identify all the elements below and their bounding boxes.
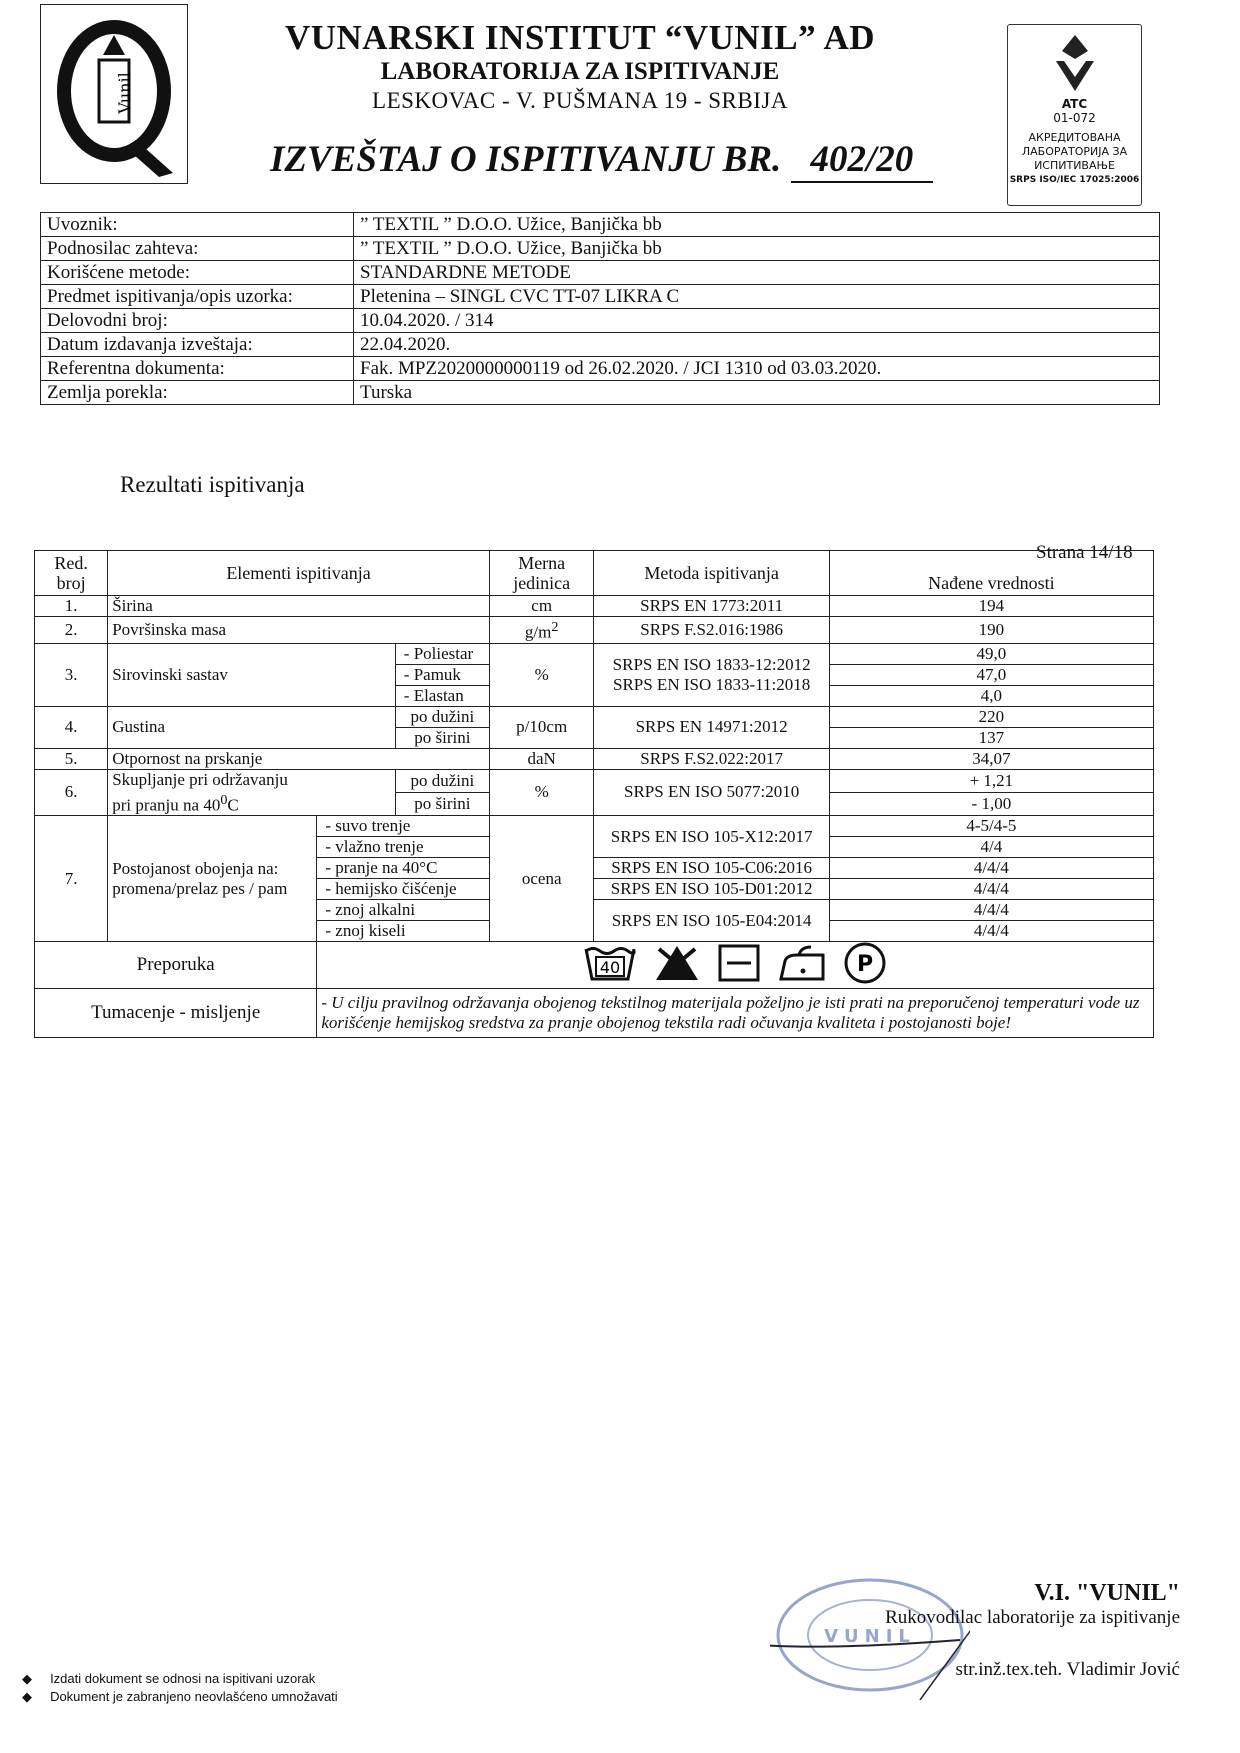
institute-name: VUNARSKI INSTITUT “VUNIL” AD (284, 18, 875, 57)
element-text: C (227, 795, 239, 815)
row-value: 34,07 (829, 748, 1153, 769)
info-row (41, 333, 1160, 357)
row-element: Otpornost na prskanje (108, 748, 490, 769)
row-method: SRPS F.S2.022:2017 (594, 748, 829, 769)
row-element: Sirovinski sastav (108, 643, 396, 706)
row-sub: po širini (395, 727, 489, 748)
row-no: 3. (35, 643, 108, 706)
atc-text: АКРЕДИТОВАНА ЛАБОРАТОРИЈА ЗА ИСПИТИВАЊЕ (1021, 131, 1128, 172)
unit-sup: 2 (551, 619, 559, 635)
report-info-table (40, 212, 1160, 405)
table-row (35, 769, 1154, 792)
row-no: 1. (35, 596, 108, 617)
laboratory-name: LABORATORIJA ZA ISPITIVANJE (380, 58, 780, 85)
row-no: 7. (35, 816, 108, 942)
info-value: Fak. MPZ2020000000119 od 26.02.2020. / JCI 1310 od 03.03.2020. (354, 357, 1160, 381)
row-value: + 1,21 (829, 769, 1153, 792)
accreditation-logo-icon (1050, 33, 1100, 95)
info-value: Turska (354, 381, 1160, 405)
signature-role: Rukovodilac laboratorije za ispitivanje (885, 1607, 1180, 1628)
info-label: Predmet ispitivanja/opis uzorka: (41, 285, 354, 309)
no-bleach-icon (653, 943, 701, 988)
row-value: 4/4/4 (829, 900, 1153, 921)
row-no: 2. (35, 617, 108, 644)
header-no: Red. broj (35, 551, 108, 596)
wash-temp: 40 (599, 957, 621, 977)
footer-notes (22, 1670, 338, 1706)
info-label: Datum izdavanja izveštaja: (41, 333, 354, 357)
row-unit: cm (489, 596, 594, 617)
interpretation-text: - U cilju pravilnog održavanja obojenog tekstilnog materijala poželjno je isti prati na preporučenoj temperaturi vode uz korišćenje hemijskog sredstva za pranje obojenog tekstila radi očuvanja kvaliteta i postojanosti boje! (317, 989, 1154, 1038)
method-line: SRPS EN ISO 1833-12:2012 (612, 654, 811, 674)
row-value: 220 (829, 706, 1153, 727)
row-sub: - vlažno trenje (317, 837, 490, 858)
signature-name: str.inž.tex.teh. Vladimir Jović (955, 1659, 1180, 1680)
iron-low-icon (777, 943, 827, 988)
atc-number: 01-072 (1053, 111, 1096, 125)
info-label: Uvoznik: (41, 213, 354, 237)
atc-standard: SRPS ISO/IEC 17025:2006 (1009, 175, 1140, 185)
row-method: SRPS EN 1773:2011 (594, 596, 829, 617)
accreditation-badge (1007, 24, 1142, 206)
row-value: 49,0 (829, 643, 1153, 664)
info-row (41, 309, 1160, 333)
footer-note-text: Dokument je zabranjeno neovlašćeno umnožavati (50, 1689, 338, 1704)
results-table (34, 550, 1154, 1038)
institute-logo (40, 4, 188, 184)
row-unit: % (489, 643, 594, 706)
row-method: SRPS F.S2.016:1986 (594, 617, 829, 644)
header-value: Nađene vrednosti (829, 551, 1153, 596)
table-row (35, 596, 1154, 617)
interpretation-row (35, 989, 1154, 1038)
info-value: Pletenina – SINGL CVC TT-07 LIKRA C (354, 285, 1160, 309)
row-method: SRPS EN ISO 105-X12:2017 (594, 816, 829, 858)
atc-code: ATC (1061, 97, 1088, 111)
row-value: 194 (829, 596, 1153, 617)
table-row (35, 617, 1154, 644)
row-no: 4. (35, 706, 108, 748)
svg-text:VUNIL: VUNIL (824, 1626, 916, 1647)
dry-clean-p-icon (843, 941, 887, 990)
header-unit: Merna jedinica (489, 551, 594, 596)
row-sub: - pranje na 40°C (317, 858, 490, 879)
info-value: ” TEXTIL ” D.O.O. Užice, Banjička bb (354, 213, 1160, 237)
row-unit: p/10cm (489, 706, 594, 748)
table-row (35, 748, 1154, 769)
wash-40-icon (583, 943, 637, 988)
row-value: 4,0 (829, 685, 1153, 706)
row-element (108, 769, 396, 816)
row-element: Gustina (108, 706, 396, 748)
footer-note: ◆ Dokument je zabranjeno neovlašćeno umnožavati (22, 1689, 338, 1704)
row-sub: - Elastan (395, 685, 489, 706)
row-method: SRPS EN ISO 105-D01:2012 (594, 879, 829, 900)
info-row (41, 285, 1160, 309)
method-line: SRPS EN ISO 1833-11:2018 (612, 674, 811, 694)
row-sub: - znoj alkalni (317, 900, 490, 921)
row-method: SRPS EN ISO 5077:2010 (594, 769, 829, 816)
info-row (41, 261, 1160, 285)
table-row (35, 706, 1154, 727)
results-title: Rezultati ispitivanja (120, 472, 305, 497)
info-value: 10.04.2020. / 314 (354, 309, 1160, 333)
row-method: SRPS EN ISO 105-C06:2016 (594, 858, 829, 879)
interpretation-label: Tumacenje - misljenje (35, 989, 317, 1038)
report-title-text: IZVEŠTAJ O ISPITIVANJU BR. (270, 139, 782, 180)
table-row (35, 643, 1154, 664)
results-header-row (35, 551, 1154, 596)
row-value: - 1,00 (829, 792, 1153, 815)
row-unit (489, 617, 594, 644)
row-sub: po širini (395, 792, 489, 815)
table-row (35, 816, 1154, 837)
signature-block (870, 1580, 1180, 1681)
row-sub: - znoj kiseli (317, 921, 490, 942)
row-sub: - Pamuk (395, 664, 489, 685)
info-row (41, 381, 1160, 405)
row-value: 137 (829, 727, 1153, 748)
row-method (594, 643, 829, 706)
row-element: Postojanost obojenja na: promena/prelaz pes / pam (108, 816, 317, 942)
info-value: 22.04.2020. (354, 333, 1160, 357)
footer-note: ◆ Izdati dokument se odnosi na ispitivani uzorak (22, 1671, 316, 1686)
row-value: 4/4 (829, 837, 1153, 858)
info-label: Referentna dokumenta: (41, 357, 354, 381)
line-dry-icon (717, 943, 761, 988)
report-title (270, 138, 933, 183)
footer-note-text: Izdati dokument se odnosi na ispitivani uzorak (50, 1671, 316, 1686)
info-row (41, 237, 1160, 261)
unit-text: g/m (524, 622, 552, 642)
dry-clean-letter: P (857, 951, 874, 977)
row-method: SRPS EN 14971:2012 (594, 706, 829, 748)
info-label: Korišćene metode: (41, 261, 354, 285)
row-unit: % (489, 769, 594, 816)
row-method: SRPS EN ISO 105-E04:2014 (594, 900, 829, 942)
degree-sup: 0 (220, 791, 228, 808)
row-sub: - hemijsko čišćenje (317, 879, 490, 900)
info-row (41, 213, 1160, 237)
row-element: Širina (108, 596, 490, 617)
row-sub: po dužini (395, 769, 489, 792)
row-unit: ocena (489, 816, 594, 942)
recommendation-label: Preporuka (35, 942, 317, 989)
info-label: Podnosilac zahteva: (41, 237, 354, 261)
info-value: STANDARDNE METODE (354, 261, 1160, 285)
row-value: 47,0 (829, 664, 1153, 685)
info-value: ” TEXTIL ” D.O.O. Užice, Banjička bb (354, 237, 1160, 261)
info-label: Zemlja porekla: (41, 381, 354, 405)
row-value: 4-5/4-5 (829, 816, 1153, 837)
care-symbols (317, 942, 1154, 989)
info-row (41, 357, 1160, 381)
address: LESKOVAC - V. PUŠMANA 19 - SRBIJA (372, 88, 788, 113)
row-unit: daN (489, 748, 594, 769)
row-element: Površinska masa (108, 617, 490, 644)
row-sub: - suvo trenje (317, 816, 490, 837)
row-no: 6. (35, 769, 108, 816)
page-number: Strana 14/18 (1036, 542, 1133, 563)
logo-text: Vunil (115, 72, 134, 114)
row-value: 4/4/4 (829, 921, 1153, 942)
report-number: 402/20 (791, 138, 934, 183)
recommendation-row (35, 942, 1154, 989)
row-no: 5. (35, 748, 108, 769)
row-value: 4/4/4 (829, 858, 1153, 879)
info-label: Delovodni broj: (41, 309, 354, 333)
signature-org: V.I. "VUNIL" (1034, 1580, 1180, 1606)
element-text: pri pranju na 40 (112, 795, 221, 815)
header-method: Metoda ispitivanja (594, 551, 829, 596)
element-line (112, 790, 391, 816)
row-sub: po dužini (395, 706, 489, 727)
header-element: Elementi ispitivanja (108, 551, 490, 596)
element-line: Skupljanje pri održavanju (112, 769, 288, 789)
row-value: 4/4/4 (829, 879, 1153, 900)
row-value: 190 (829, 617, 1153, 644)
row-sub: - Poliestar (395, 643, 489, 664)
